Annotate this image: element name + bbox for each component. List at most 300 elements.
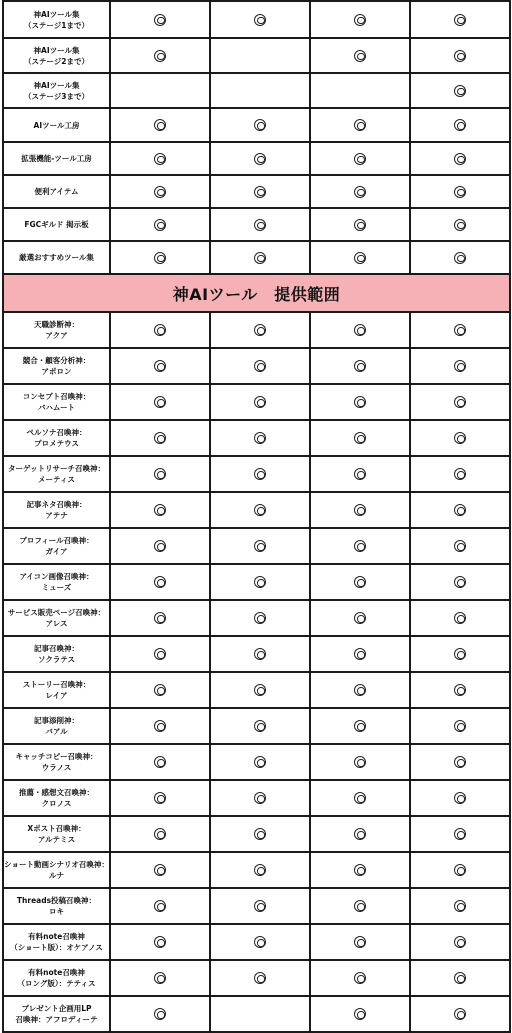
double-circle-icon [154, 432, 166, 444]
double-circle-icon [154, 396, 166, 408]
double-circle-icon [354, 756, 366, 768]
table-row [3, 1, 510, 38]
plan-4-cell [410, 672, 510, 708]
plan-4-cell [410, 420, 510, 456]
plan-4-cell [410, 852, 510, 888]
double-circle-icon [354, 612, 366, 624]
plan-2-cell [210, 142, 310, 175]
plan-2-cell [210, 780, 310, 816]
plan-1-cell [110, 672, 210, 708]
double-circle-icon [254, 468, 266, 480]
table-row [3, 996, 510, 1032]
double-circle-icon [354, 900, 366, 912]
table-row [3, 38, 510, 73]
double-circle-icon [354, 186, 366, 198]
double-circle-icon [454, 1008, 466, 1020]
double-circle-icon [254, 576, 266, 588]
double-circle-icon [154, 219, 166, 231]
feature-name-line: 神AIツール集 [33, 45, 80, 55]
double-circle-icon [254, 972, 266, 984]
plan-2-cell [210, 960, 310, 996]
plan-3-cell [310, 38, 410, 73]
plan-4-cell [410, 744, 510, 780]
plan-1-cell [110, 108, 210, 142]
plan-3-cell [310, 528, 410, 564]
table-section [3, 274, 510, 312]
double-circle-icon [454, 648, 466, 660]
table-row [3, 600, 510, 636]
table-row [3, 108, 510, 142]
double-circle-icon [454, 119, 466, 131]
double-circle-icon [254, 864, 266, 876]
plan-2-cell [210, 744, 310, 780]
table-row [3, 456, 510, 492]
double-circle-icon [154, 720, 166, 732]
double-circle-icon [254, 792, 266, 804]
table-row [3, 492, 510, 528]
plan-1-cell [110, 312, 210, 348]
table-row [3, 384, 510, 420]
plan-4-cell [410, 636, 510, 672]
table-body-top [3, 1, 510, 274]
plan-3-cell [310, 996, 410, 1032]
plan-4-cell [410, 384, 510, 420]
feature-name-cell [3, 38, 110, 73]
feature-name-cell [3, 528, 110, 564]
double-circle-icon [454, 360, 466, 372]
plan-1-cell [110, 960, 210, 996]
double-circle-icon [154, 972, 166, 984]
double-circle-icon [354, 219, 366, 231]
feature-name-line: 厳選おすすめツール集 [19, 253, 94, 262]
table-row [3, 924, 510, 960]
double-circle-icon [454, 504, 466, 516]
plan-3-cell [310, 108, 410, 142]
double-circle-icon [154, 119, 166, 131]
double-circle-icon [454, 684, 466, 696]
comparison-table [2, 0, 511, 1033]
plan-3-cell [310, 888, 410, 924]
feature-name-cell [3, 241, 110, 274]
double-circle-icon [354, 684, 366, 696]
double-circle-icon [154, 324, 166, 336]
table-row [3, 636, 510, 672]
plan-1-cell [110, 816, 210, 852]
plan-1-cell [110, 600, 210, 636]
double-circle-icon [254, 252, 266, 264]
table-row [3, 420, 510, 456]
feature-name-cell [3, 996, 110, 1032]
plan-2-cell [210, 420, 310, 456]
plan-1-cell [110, 780, 210, 816]
double-circle-icon [154, 14, 166, 26]
plan-3-cell [310, 636, 410, 672]
plan-4-cell [410, 312, 510, 348]
feature-name-cell [3, 384, 110, 420]
double-circle-icon [254, 900, 266, 912]
table-row [3, 852, 510, 888]
double-circle-icon [254, 119, 266, 131]
plan-1-cell [110, 208, 210, 241]
section-header-row [3, 274, 510, 312]
double-circle-icon [354, 576, 366, 588]
double-circle-icon [354, 828, 366, 840]
double-circle-icon [254, 14, 266, 26]
feature-name-line: バアル [45, 727, 68, 736]
feature-name-cell [3, 852, 110, 888]
feature-name-line: 記事ネタ召喚神： [26, 500, 87, 509]
plan-2-cell [210, 208, 310, 241]
double-circle-icon [454, 186, 466, 198]
feature-name-cell [3, 492, 110, 528]
double-circle-icon [154, 900, 166, 912]
plan-1-cell [110, 636, 210, 672]
feature-name-line: ストーリー召喚神： [22, 680, 91, 689]
double-circle-icon [354, 14, 366, 26]
double-circle-icon [454, 756, 466, 768]
double-circle-icon [354, 119, 366, 131]
plan-2-cell [210, 888, 310, 924]
plan-4-cell [410, 38, 510, 73]
feature-name-line: 便利アイテム [34, 187, 79, 196]
plan-4-cell [410, 708, 510, 744]
feature-name-cell [3, 142, 110, 175]
feature-name-line: ソクラテス [37, 655, 76, 664]
plan-1-cell [110, 456, 210, 492]
feature-name-line: アルテミス [37, 835, 76, 844]
table-row [3, 564, 510, 600]
plan-4-cell [410, 528, 510, 564]
table-row [3, 744, 510, 780]
feature-name-cell [3, 636, 110, 672]
double-circle-icon [354, 50, 366, 62]
table-row [3, 241, 510, 274]
plan-3-cell [310, 924, 410, 960]
double-circle-icon [454, 396, 466, 408]
double-circle-icon [254, 153, 266, 165]
double-circle-icon [454, 153, 466, 165]
plan-1-cell [110, 708, 210, 744]
plan-1-cell [110, 384, 210, 420]
table-row [3, 888, 510, 924]
plan-1-cell [110, 492, 210, 528]
table-row [3, 142, 510, 175]
feature-name-line: アクア [45, 331, 68, 340]
feature-name-line: 神AIツール集 [33, 80, 80, 90]
feature-name-line: 競合・顧客分析神： [22, 356, 91, 365]
plan-1-cell [110, 888, 210, 924]
plan-2-cell [210, 348, 310, 384]
plan-2-cell [210, 108, 310, 142]
plan-2-cell [210, 456, 310, 492]
feature-name-line: アポロン [41, 367, 72, 376]
feature-name-line: ガイア [45, 547, 68, 556]
double-circle-icon [154, 576, 166, 588]
double-circle-icon [454, 252, 466, 264]
double-circle-icon [354, 468, 366, 480]
feature-name-line: （ショート版）：オケアノス [10, 943, 103, 952]
plan-1-cell [110, 852, 210, 888]
double-circle-icon [354, 324, 366, 336]
plan-3-cell [310, 744, 410, 780]
plan-1-cell [110, 744, 210, 780]
double-circle-icon [454, 900, 466, 912]
feature-name-line: クロノス [41, 799, 72, 808]
double-circle-icon [354, 396, 366, 408]
double-circle-icon [454, 219, 466, 231]
feature-name-line: 召喚神：アフロディーテ [15, 1015, 98, 1024]
feature-name-line: アレス [45, 619, 68, 628]
feature-name-cell [3, 312, 110, 348]
double-circle-icon [254, 720, 266, 732]
plan-2-cell [210, 1, 310, 38]
plan-1-cell [110, 73, 210, 108]
plan-3-cell [310, 241, 410, 274]
double-circle-icon [154, 468, 166, 480]
feature-name-line: ウラノス [41, 763, 72, 772]
plan-4-cell [410, 175, 510, 208]
plan-2-cell [210, 384, 310, 420]
feature-name-line: 記事添削神： [34, 716, 79, 725]
table-row [3, 73, 510, 108]
double-circle-icon [154, 612, 166, 624]
double-circle-icon [454, 576, 466, 588]
section-header-title: 神AIツール 提供範囲 [3, 274, 510, 312]
feature-name-line: （ロング版）：テティス [17, 979, 96, 988]
double-circle-icon [454, 324, 466, 336]
feature-name-line: ショート動画シナリオ召喚神： [4, 860, 109, 869]
double-circle-icon [154, 153, 166, 165]
feature-name-line: （ステージ2まで） [24, 56, 89, 66]
double-circle-icon [154, 540, 166, 552]
feature-name-line: レイア [45, 691, 68, 700]
plan-3-cell [310, 600, 410, 636]
double-circle-icon [454, 720, 466, 732]
plan-4-cell [410, 492, 510, 528]
plan-2-cell [210, 924, 310, 960]
plan-1-cell [110, 175, 210, 208]
feature-name-line: 推薦・感想文召喚神： [19, 788, 94, 797]
plan-2-cell [210, 241, 310, 274]
double-circle-icon [354, 1008, 366, 1020]
table-body-bottom [3, 312, 510, 1032]
double-circle-icon [254, 540, 266, 552]
plan-3-cell [310, 175, 410, 208]
double-circle-icon [354, 504, 366, 516]
feature-name-line: Threads投稿召喚神： [16, 896, 97, 905]
plan-3-cell [310, 960, 410, 996]
plan-4-cell [410, 108, 510, 142]
plan-2-cell [210, 636, 310, 672]
double-circle-icon [154, 648, 166, 660]
double-circle-icon [354, 936, 366, 948]
plan-1-cell [110, 996, 210, 1032]
feature-name-cell [3, 888, 110, 924]
feature-name-cell [3, 73, 110, 108]
plan-4-cell [410, 780, 510, 816]
feature-name-line: バハムート [37, 403, 76, 412]
double-circle-icon [154, 684, 166, 696]
feature-name-cell [3, 816, 110, 852]
double-circle-icon [354, 720, 366, 732]
feature-name-line: アイコン画像召喚神： [19, 572, 94, 581]
double-circle-icon [354, 153, 366, 165]
table-row [3, 960, 510, 996]
feature-name-line: プレゼント企画用LP [21, 1004, 92, 1013]
plan-1-cell [110, 528, 210, 564]
plan-3-cell [310, 672, 410, 708]
plan-3-cell [310, 142, 410, 175]
feature-name-line: プロメテウス [34, 439, 79, 448]
double-circle-icon [354, 540, 366, 552]
feature-name-line: サービス販売ページ召喚神： [7, 608, 106, 617]
double-circle-icon [254, 648, 266, 660]
double-circle-icon [454, 936, 466, 948]
plan-2-cell [210, 312, 310, 348]
feature-name-line: AIツール工房 [33, 120, 80, 130]
plan-4-cell [410, 600, 510, 636]
double-circle-icon [254, 360, 266, 372]
plan-4-cell [410, 564, 510, 600]
feature-name-cell [3, 108, 110, 142]
double-circle-icon [354, 648, 366, 660]
feature-name-line: ルナ [49, 871, 64, 880]
plan-3-cell [310, 348, 410, 384]
double-circle-icon [454, 612, 466, 624]
plan-4-cell [410, 960, 510, 996]
plan-1-cell [110, 924, 210, 960]
feature-name-cell [3, 960, 110, 996]
plan-4-cell [410, 241, 510, 274]
double-circle-icon [154, 252, 166, 264]
double-circle-icon [454, 972, 466, 984]
feature-name-line: プロフィール召喚神： [19, 536, 94, 545]
feature-name-line: ミューズ [41, 583, 72, 592]
plan-3-cell [310, 312, 410, 348]
plan-4-cell [410, 1, 510, 38]
double-circle-icon [154, 1008, 166, 1020]
plan-3-cell [310, 456, 410, 492]
plan-2-cell [210, 492, 310, 528]
double-circle-icon [154, 756, 166, 768]
double-circle-icon [254, 324, 266, 336]
double-circle-icon [454, 828, 466, 840]
double-circle-icon [254, 756, 266, 768]
double-circle-icon [354, 792, 366, 804]
plan-1-cell [110, 420, 210, 456]
plan-3-cell [310, 492, 410, 528]
table-row [3, 208, 510, 241]
table-row [3, 780, 510, 816]
plan-1-cell [110, 241, 210, 274]
double-circle-icon [254, 504, 266, 516]
plan-4-cell [410, 888, 510, 924]
double-circle-icon [254, 936, 266, 948]
feature-name-cell [3, 456, 110, 492]
feature-name-line: ロキ [49, 907, 64, 916]
feature-name-line: アテナ [45, 511, 68, 520]
double-circle-icon [454, 468, 466, 480]
plan-1-cell [110, 348, 210, 384]
double-circle-icon [354, 864, 366, 876]
plan-2-cell [210, 852, 310, 888]
feature-name-cell [3, 924, 110, 960]
double-circle-icon [354, 432, 366, 444]
double-circle-icon [454, 792, 466, 804]
double-circle-icon [454, 14, 466, 26]
table-row [3, 312, 510, 348]
feature-name-line: メーティス [38, 475, 75, 484]
table-row [3, 528, 510, 564]
feature-name-line: 有料note召喚神 [28, 968, 85, 977]
table-row [3, 175, 510, 208]
plan-4-cell [410, 348, 510, 384]
plan-2-cell [210, 73, 310, 108]
double-circle-icon [454, 432, 466, 444]
double-circle-icon [354, 360, 366, 372]
feature-name-line: 有料note召喚神 [28, 932, 85, 941]
plan-3-cell [310, 208, 410, 241]
double-circle-icon [354, 972, 366, 984]
double-circle-icon [154, 504, 166, 516]
feature-name-line: 記事召喚神： [34, 644, 79, 653]
plan-4-cell [410, 924, 510, 960]
table-row [3, 672, 510, 708]
feature-name-cell [3, 348, 110, 384]
feature-name-cell [3, 780, 110, 816]
plan-1-cell [110, 142, 210, 175]
double-circle-icon [254, 219, 266, 231]
plan-3-cell [310, 852, 410, 888]
plan-2-cell [210, 816, 310, 852]
plan-2-cell [210, 996, 310, 1032]
plan-3-cell [310, 1, 410, 38]
feature-name-line: ターゲットリサーチ召喚神： [7, 464, 106, 473]
feature-name-line: 拡張機能-ツール工房 [21, 154, 92, 163]
feature-name-cell [3, 564, 110, 600]
feature-name-line: （ステージ3まで） [24, 91, 89, 101]
plan-4-cell [410, 996, 510, 1032]
feature-name-line: Xポスト召喚神： [27, 824, 86, 833]
plan-2-cell [210, 528, 310, 564]
feature-name-line: （ステージ1まで） [24, 20, 89, 30]
feature-name-line: キャッチコピー召喚神： [15, 752, 98, 761]
plan-4-cell [410, 208, 510, 241]
plan-3-cell [310, 708, 410, 744]
plan-4-cell [410, 456, 510, 492]
plan-2-cell [210, 38, 310, 73]
feature-name-cell [3, 672, 110, 708]
feature-name-cell [3, 708, 110, 744]
feature-name-line: ペルソナ召喚神： [26, 428, 87, 437]
feature-name-cell [3, 208, 110, 241]
double-circle-icon [454, 85, 466, 97]
double-circle-icon [254, 828, 266, 840]
plan-3-cell [310, 384, 410, 420]
table-row [3, 708, 510, 744]
double-circle-icon [454, 864, 466, 876]
plan-2-cell [210, 708, 310, 744]
double-circle-icon [154, 360, 166, 372]
double-circle-icon [254, 396, 266, 408]
plan-1-cell [110, 1, 210, 38]
plan-3-cell [310, 780, 410, 816]
plan-3-cell [310, 816, 410, 852]
double-circle-icon [454, 50, 466, 62]
table-row [3, 348, 510, 384]
feature-name-line: 天職診断神： [34, 320, 79, 329]
feature-name-cell [3, 1, 110, 38]
